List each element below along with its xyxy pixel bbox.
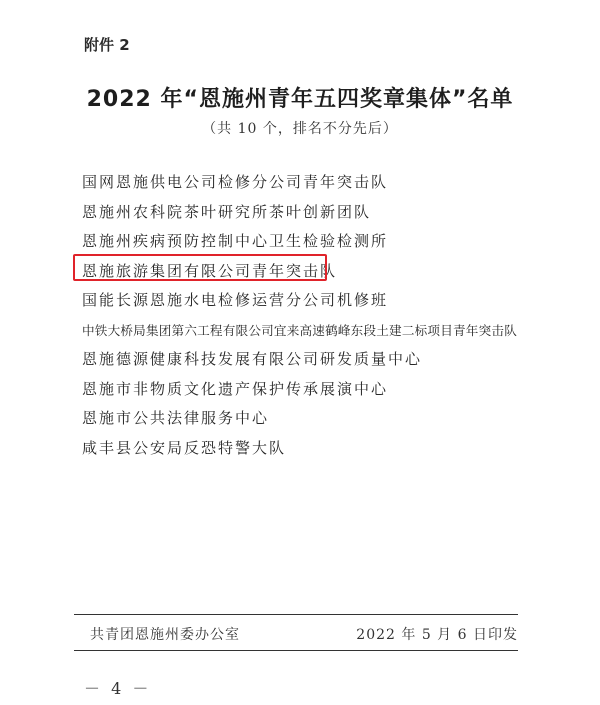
- highlight-box: [73, 254, 327, 281]
- footer-rule-bottom: [74, 650, 518, 651]
- document-title: 2022 年“恩施州青年五四奖章集体”名单: [86, 87, 514, 112]
- footer-rule-top: [74, 614, 518, 615]
- list-item: 咸丰县公安局反恐特警大队: [82, 438, 287, 457]
- document-subtitle: （共 10 个，排名不分先后）: [202, 121, 398, 137]
- attachment-label: 附件 2: [84, 36, 130, 54]
- list-item: 恩施州疾病预防控制中心卫生检验检测所: [82, 232, 389, 250]
- list-item-highlighted: 恩施旅游集团有限公司青年突击队: [82, 261, 338, 280]
- issue-date: 2022 年 5 月 6 日印发: [356, 627, 518, 643]
- award-list: [82, 168, 517, 463]
- issuer-text: 共青团恩施州委办公室: [90, 627, 240, 643]
- list-item: 恩施州农科院茶叶研究所茶叶创新团队: [82, 202, 372, 221]
- list-item: 国能长源恩施水电检修运营分公司机修班: [82, 291, 389, 309]
- list-item: 中铁大桥局集团第六工程有限公司宜来高速鹤峰东段土建二标项目青年突击队: [82, 322, 517, 338]
- page-number: － 4 －: [84, 679, 152, 698]
- list-item: 恩施德源健康科技发展有限公司研发质量中心: [82, 350, 423, 368]
- list-item: 恩施市公共法律服务中心: [82, 409, 270, 427]
- list-item: 国网恩施供电公司检修分公司青年突击队: [82, 173, 389, 191]
- list-item: 恩施市非物质文化遗产保护传承展演中心: [82, 379, 389, 398]
